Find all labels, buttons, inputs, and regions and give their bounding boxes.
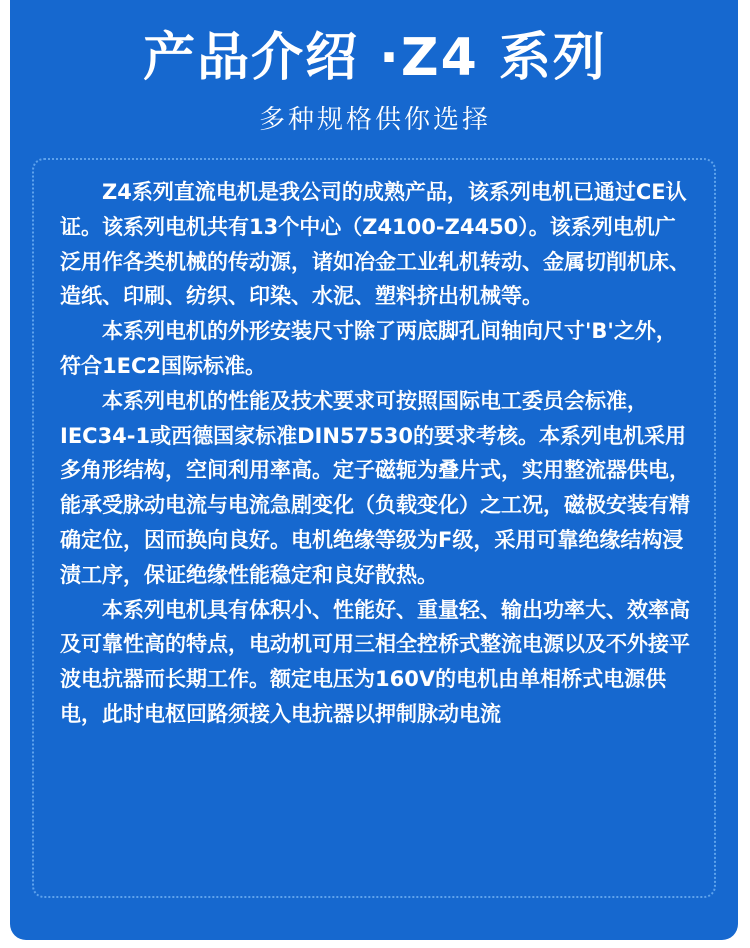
page-subtitle: 多种规格供你选择 [258, 105, 491, 135]
paragraph-dimensions: 本系列电机的外形安装尺寸除了两底脚孔间轴向尺寸'B'之外，符合1EC2国际标准。 [60, 319, 677, 378]
description-text [60, 175, 692, 732]
paragraph-performance: 本系列电机的性能及技术要求可按照国际电工委员会标准，IEC34-1或西德国家标准DIN57530的要求考核。本系列电机采用多角形结构，空间利用率高。定子磁轭为叠片式，实用整流器供电，能承受脉动电流与电流急剧变化（负载变化）之工况，磁极安装有精确定位，因而换向良好。电机绝缘等级为F级，采用可靠绝缘结构浸渍工序，保证绝缘性能稳定和良好散热。 [60, 388, 690, 587]
paragraph-intro: Z4系列直流电机是我公司的成熟产品，该系列电机已通过CE认证。该系列电机共有13个中心（Z4100-Z4450）。该系列电机广泛用作各类机械的传动源，诸如冶金工业轧机转动、金属切削机床、造纸、印刷、纺织、印染、水泥、塑料挤出机械等。 [60, 180, 690, 309]
page-title: 产品介绍 ·Z4 系列 [143, 28, 607, 88]
paragraph-features: 本系列电机具有体积小、性能好、重量轻、输出功率大、效率高及可靠性高的特点，电动机可用三相全控桥式整流电源以及不外接平波电抗器而长期工作。额定电压为160V的电机由单相桥式电源供电，此时电枢回路须接入电抗器以押制脉动电流 [60, 597, 690, 726]
